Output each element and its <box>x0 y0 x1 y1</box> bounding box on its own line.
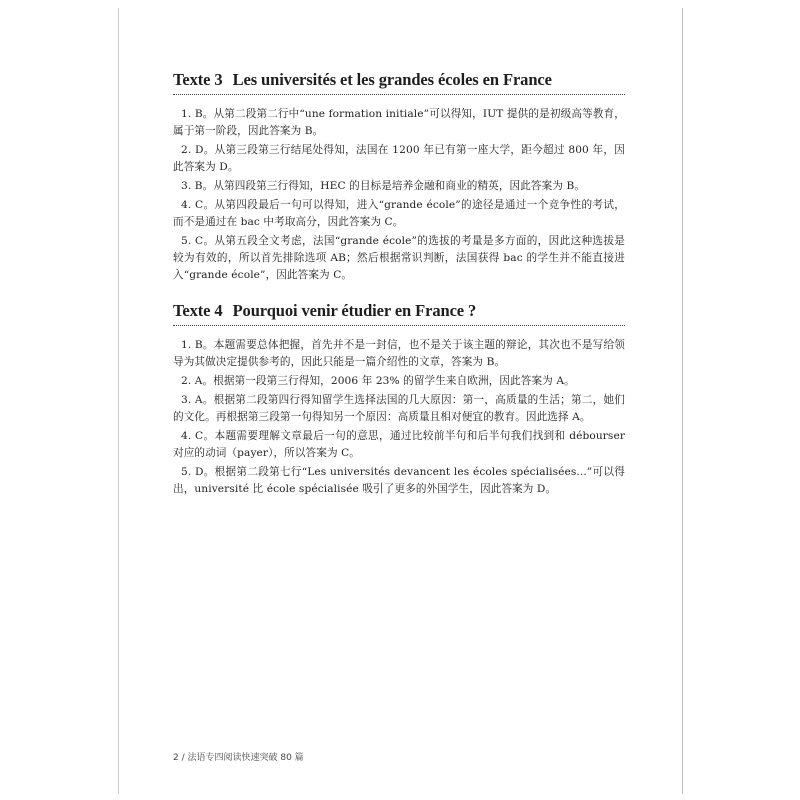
answer-list-texte-3 <box>173 106 625 284</box>
answer-item: 5. D。根据第二段第七行“Les universités devancent les écoles spécialisées...”可以得出，université 比 école spécialisée 吸引了更多的外国学生，因此答案为 D。 <box>173 466 625 495</box>
book-page <box>118 8 683 794</box>
answer-item: 1. B。从第二段第二行中“une formation initiale”可以得知，IUT 提供的是初级高等教育，属于第一阶段，因此答案为 B。 <box>173 108 625 137</box>
page-footer: 2 / 法语专四阅读快速突破 80 篇 <box>173 753 304 763</box>
answer-item: 2. D。从第三段第三行结尾处得知，法国在 1200 年已有第一座大学，距今超过 800 年，因此答案为 D。 <box>173 144 625 173</box>
answer-item: 1. B。本题需要总体把握，首先并不是一封信，也不是关于该主题的辩论，其次也不是写给领导为其做决定提供参考的，因此只能是一篇介绍性的文章，答案为 B。 <box>173 339 625 368</box>
section-number: Texte 4 <box>173 301 223 320</box>
answer-item: 4. C。本题需要理解文章最后一句的意思，通过比较前半句和后半句我们找到和 débourser 对应的动词（payer），所以答案为 C。 <box>173 430 625 459</box>
answer-item: 5. C。从第五段全文考虑，法国“grande école”的选拔的考量是多方面的，因此这种选拔是较为有效的，所以首先排除选项 AB；然后根据常识判断，法国获得 bac 的学生并不能直接进入“grande école”，因此答案为 C。 <box>173 235 625 281</box>
answer-item: 3. A。根据第二段第四行得知留学生选择法国的几大原因：第一，高质量的生活；第二，她们的文化。再根据第三段第一句得知另一个原因：高质量且相对便宜的教育。因此选择 A。 <box>173 394 625 423</box>
section-heading: Pourquoi venir étudier en France ? <box>232 301 477 320</box>
answer-list-texte-4 <box>173 337 625 498</box>
section-title-texte-4 <box>173 301 625 326</box>
answer-item: 2. A。根据第一段第三行得知，2006 年 23% 的留学生来自欧洲，因此答案为 A。 <box>181 375 575 387</box>
section-heading: Les universités et les grandes écoles en France <box>232 70 552 89</box>
answer-item: 3. B。从第四段第三行得知，HEC 的目标是培养金融和商业的精英，因此答案为 B。 <box>181 180 586 192</box>
page-content <box>173 70 625 500</box>
section-title-texte-3 <box>173 70 625 95</box>
section-number: Texte 3 <box>173 70 223 89</box>
answer-item: 4. C。从第四段最后一句可以得知，进入“grande école”的途径是通过一个竞争性的考试，而不是通过在 bac 中考取高分，因此答案为 C。 <box>173 199 625 228</box>
